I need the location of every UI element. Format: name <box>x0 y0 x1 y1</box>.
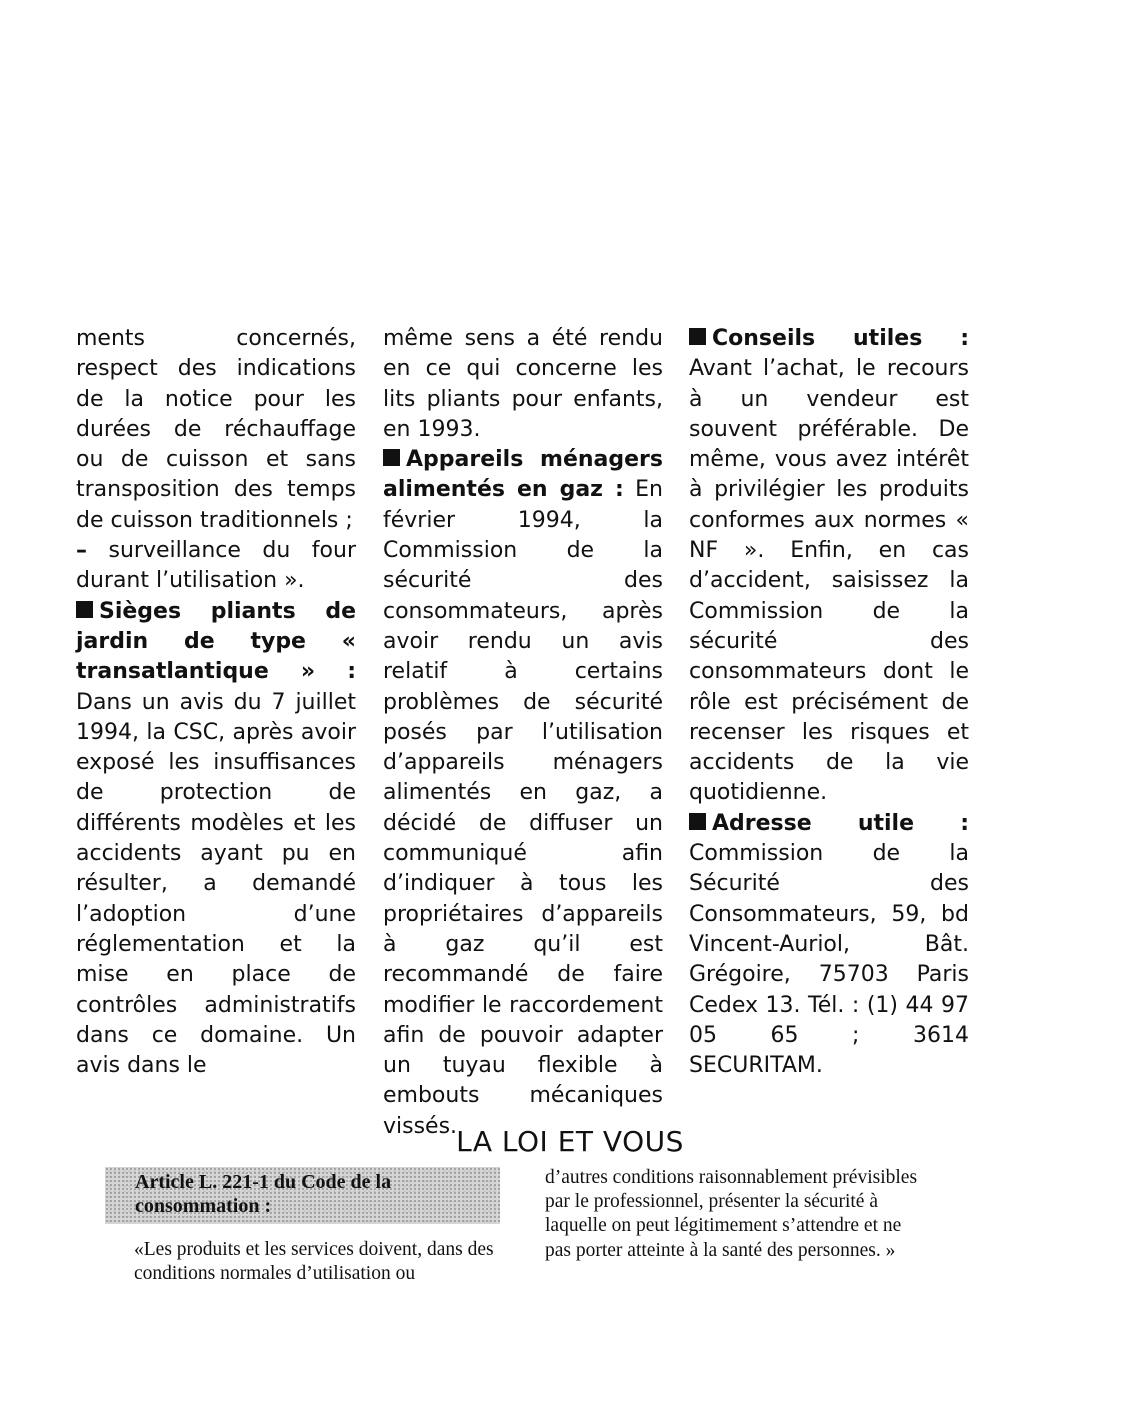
section-sieges-pliants <box>76 597 356 1082</box>
column-3 <box>689 324 969 1081</box>
section-appareils-gaz <box>383 445 663 1142</box>
section-title: Appareils ménagers alimentés en gaz : <box>383 447 663 503</box>
law-quote-start: «Les produits et les services doivent, dans des conditions normales d’utilisation ou <box>134 1239 494 1285</box>
section-title: Adresse utile : <box>712 810 969 836</box>
section-conseils-utiles <box>689 324 969 809</box>
section-title: Sièges pliants de jardin de type « transatlantique » : <box>76 598 356 685</box>
column-1 <box>76 324 356 1081</box>
law-text-right <box>545 1166 925 1263</box>
square-bullet-icon <box>689 813 706 830</box>
law-quote-end: d’autres conditions raisonnablement prévisibles par le professionnel, présenter la sécurité à laquelle on peut légitimement s’attendre et ne pas porter atteinte à la santé des personnes. » <box>545 1167 918 1261</box>
square-bullet-icon <box>76 601 93 618</box>
col1-intro: ments concernés, respect des indications de la notice pour les durées de réchauffage ou de cuisson et sans transposition des temps de cuisson traditionnels ; <box>76 326 356 533</box>
col1-item-text: surveillance du four durant l’utilisation ». <box>76 538 356 594</box>
column-2 <box>383 324 663 1142</box>
square-bullet-icon <box>689 328 706 345</box>
section-text: En février 1994, la Commission de la sécurité des consommateurs, après avoir rendu un avis relatif à certains problèmes de sécurité posés par l’utilisation d’appareils ménagers alimentés en gaz, a décidé de diffuser un communiqué afin d’indiquer à tous les propriétaires d’appareils à gaz qu’il est recommandé de faire modifier le raccordement afin de pouvoir adapter un tuyau flexible à embouts mécaniques vissés. <box>383 477 663 1139</box>
loi-heading: LA LOI ET VOUS <box>456 1125 684 1158</box>
section-adresse-utile <box>689 809 969 1082</box>
article-label: Article L. 221-1 du Code de la consommation : <box>135 1171 392 1217</box>
col2-intro: même sens a été rendu en ce qui concerne les lits pliants pour enfants, en 1993. <box>383 326 663 442</box>
section-text: Avant l’achat, le recours à un vendeur est souvent préférable. De même, vous avez intérêt à privilégier les produits conformes aux normes « NF ». Enfin, en cas d’accident, saisissez la Commission de la sécurité des consommateurs dont le rôle est précisément de recenser les risques et accidents de la vie quotidienne. <box>689 356 969 806</box>
section-title: Conseils utiles : <box>712 326 969 351</box>
dash-mark: – <box>76 538 87 564</box>
col1-list-item <box>76 536 356 597</box>
section-text: Dans un avis du 7 juillet 1994, la CSC, après avoir exposé les insuffisances de protection de différents modèles et les accidents ayant pu en résulter, a demandé l’adoption d’une réglementation et la mise en place de contrôles administratifs dans ce domaine. Un avis dans le <box>76 689 356 1079</box>
law-text-left <box>134 1238 514 1286</box>
square-bullet-icon <box>383 449 400 466</box>
section-text: Commission de la Sécurité des Consommateurs, 59, bd Vincent-Auriol, Bât. Grégoire, 75703 Paris Cedex 13. Tél. : (1) 44 97 05 65 ; 3614 SECURITAM. <box>689 841 969 1079</box>
